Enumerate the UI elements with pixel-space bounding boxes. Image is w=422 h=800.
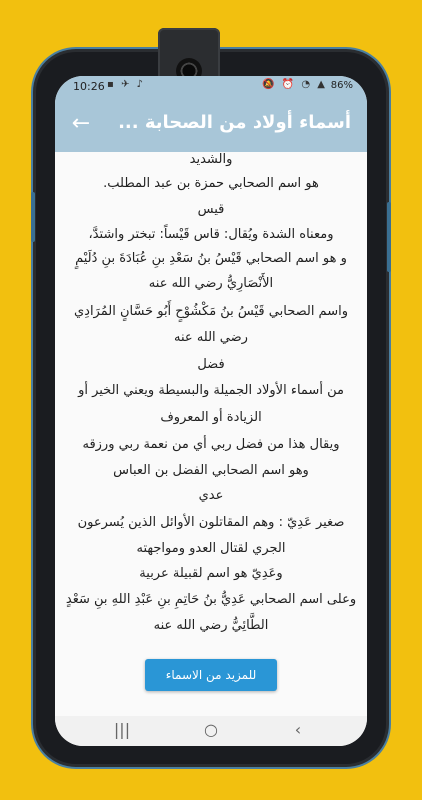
notification-icons: ▪ ✈ ♪: [107, 79, 145, 90]
text-line: ويقال هذا من فضل ربي أي من نعمة ربي ورزقه: [82, 437, 340, 452]
status-icons: 🔕 ⏰ ◔ ▲: [262, 79, 327, 90]
text-line: واسم الصحابي قَيْسُ بنُ مَكْشُوْحٍ أَبُو حَسَّانٍ المُرَادِي: [73, 304, 348, 319]
content-text: [55, 152, 367, 714]
text-line: من أسماء الأولاد الجميلة والبسيطة ويعني الخير أو: [78, 383, 344, 398]
text-line: صغير عَدِيّ : وهم المقاتلون الأوائل الذين يُسرعون: [77, 515, 345, 530]
text-line: رضي الله عنه: [174, 330, 248, 345]
text-line: والشديد: [189, 152, 233, 167]
text-line: وهو اسم الصحابي الفضل بن العباس: [113, 463, 309, 478]
text-line: هو اسم الصحابي حمزة بن عبد المطلب.: [103, 176, 319, 191]
side-button: [31, 192, 35, 242]
text-line: فضل: [197, 357, 225, 372]
arrow-back-icon[interactable]: ←: [71, 111, 91, 136]
text-line: الزيادة أو المعروف: [160, 410, 262, 425]
navigation-bar: [55, 716, 367, 746]
text-line: قيس: [197, 202, 225, 217]
nav-back-icon[interactable]: ‹: [294, 720, 302, 739]
battery-level: 86%: [330, 80, 353, 91]
text-line: عدي: [198, 488, 224, 503]
screen: [55, 76, 367, 746]
status-bar: [55, 76, 367, 98]
text-line: الطَّائِيُّ رضي الله عنه: [153, 618, 269, 633]
home-icon[interactable]: ○: [204, 720, 218, 739]
recents-icon[interactable]: |||: [113, 720, 131, 739]
app-bar: [55, 98, 367, 152]
text-line: الأَنْصَارِيُّ رضي الله عنه: [148, 276, 274, 291]
text-line: وعلى اسم الصحابي عَدِيُّ بنُ حَاتِمِ بنِ عَبْدِ اللهِ بنِ سَعْدٍ: [65, 592, 357, 607]
side-button: [387, 202, 391, 272]
page-title: أسماء أولاد من الصحابة ...: [118, 112, 351, 133]
text-line: ومعناه الشدة ويُقال: قاس قَيْساً: تبختر واشتدَّ،: [88, 227, 334, 242]
text-line: الجري لقتال العدو ومواجهته: [136, 541, 286, 556]
status-time: 10:26: [73, 80, 105, 93]
text-line: وعَدِيّ هو اسم لقبيلة عربية: [139, 566, 283, 581]
text-line: و هو اسم الصحابي قَيْسُ بنُ سَعْدِ بنِ عُبَادَةَ بنِ دُلَيْمٍ: [75, 251, 347, 266]
more-names-button[interactable]: للمزيد من الاسماء: [145, 659, 277, 691]
